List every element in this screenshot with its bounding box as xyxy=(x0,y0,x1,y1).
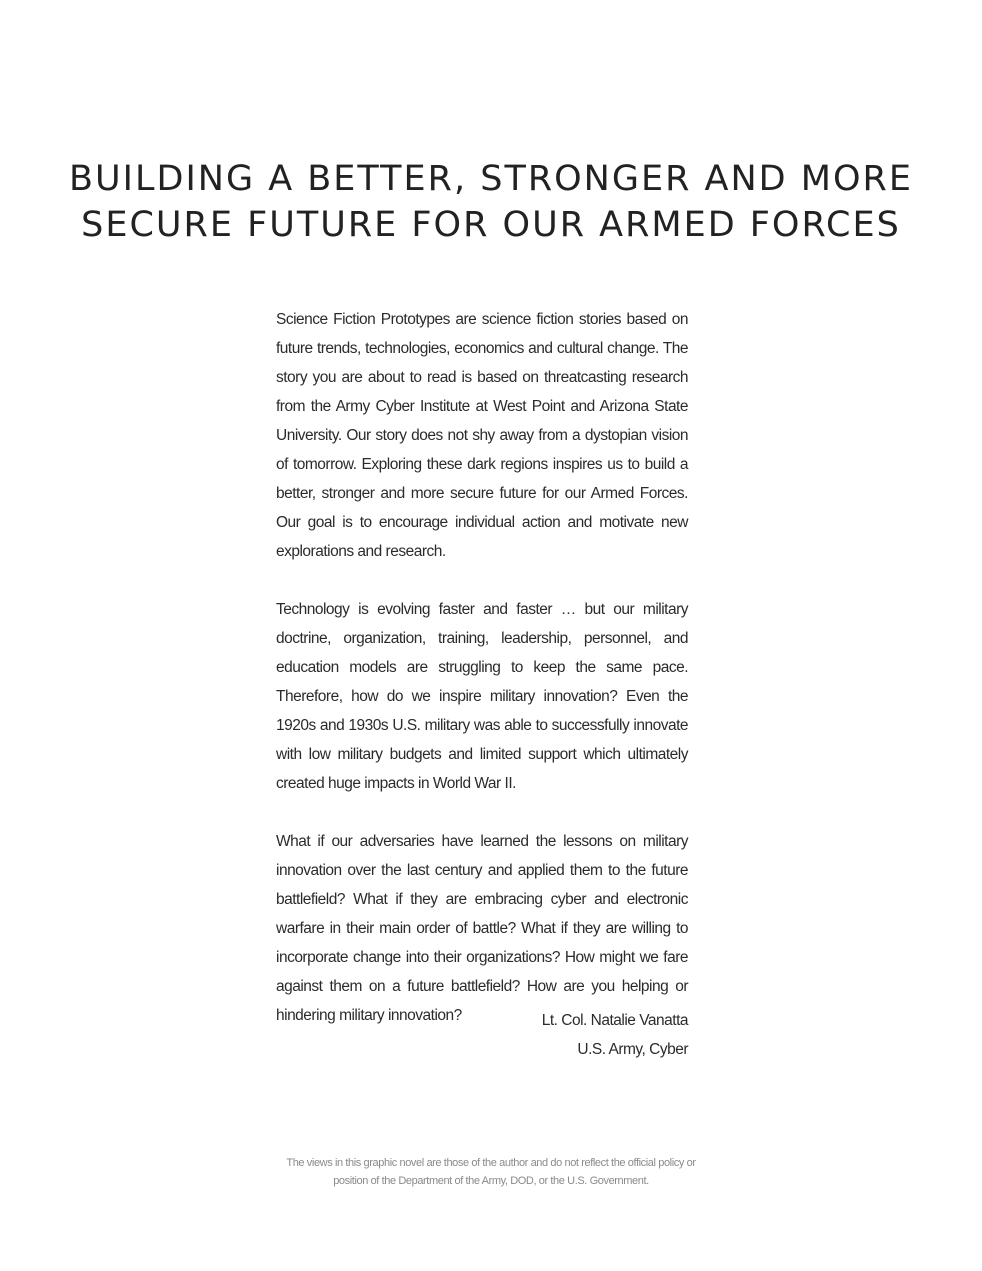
disclaimer xyxy=(200,1154,782,1190)
signature-affiliation: U.S. Army, Cyber xyxy=(577,1041,688,1058)
disclaimer-line-1: The views in this graphic novel are those of the author and do not reflect the official policy or xyxy=(286,1157,696,1169)
signature-block xyxy=(276,1006,688,1064)
paragraph-technology: Technology is evolving faster and faster … but our military doctrine, organization, training, leadership, personnel, and education models are struggling to keep the same pace. Therefore, how do we inspire military innovation? Even the 1920s and 1930s U.S. military was able to successfully innovate with low military budgets and limited support which ultimately created huge impacts in World War II. xyxy=(276,601,688,792)
page-title-line-1: BUILDING A BETTER, STRONGER AND MORE xyxy=(69,159,913,199)
signature-name: Lt. Col. Natalie Vanatta xyxy=(541,1012,688,1029)
page-title-line-2: SECURE FUTURE FOR OUR ARMED FORCES xyxy=(81,205,901,245)
disclaimer-line-2: position of the Department of the Army, DOD, or the U.S. Government. xyxy=(333,1175,649,1187)
paragraph-adversaries: What if our adversaries have learned the lessons on military innovation over the last century and applied them to the future battlefield? What if they are embracing cyber and electronic warfare in their main order of battle? What if they are willing to incorporate change into their organizations? How might we fare against them on a future battlefield? How are you helping or hindering military innovation? xyxy=(276,833,688,1024)
paragraph-intro: Science Fiction Prototypes are science fiction stories based on future trends, technologies, economics and cultural change. The story you are about to read is based on threatcasting research from the Army Cyber Institute at West Point and Arizona State University. Our story does not shy away from a dystopian vision of tomorrow. Exploring these dark regions inspires us to build a better, stronger and more secure future for our Armed Forces. Our goal is to encourage individual action and motivate new explorations and research. xyxy=(276,311,688,560)
page-title xyxy=(40,156,942,248)
foreword-body xyxy=(276,305,688,1059)
